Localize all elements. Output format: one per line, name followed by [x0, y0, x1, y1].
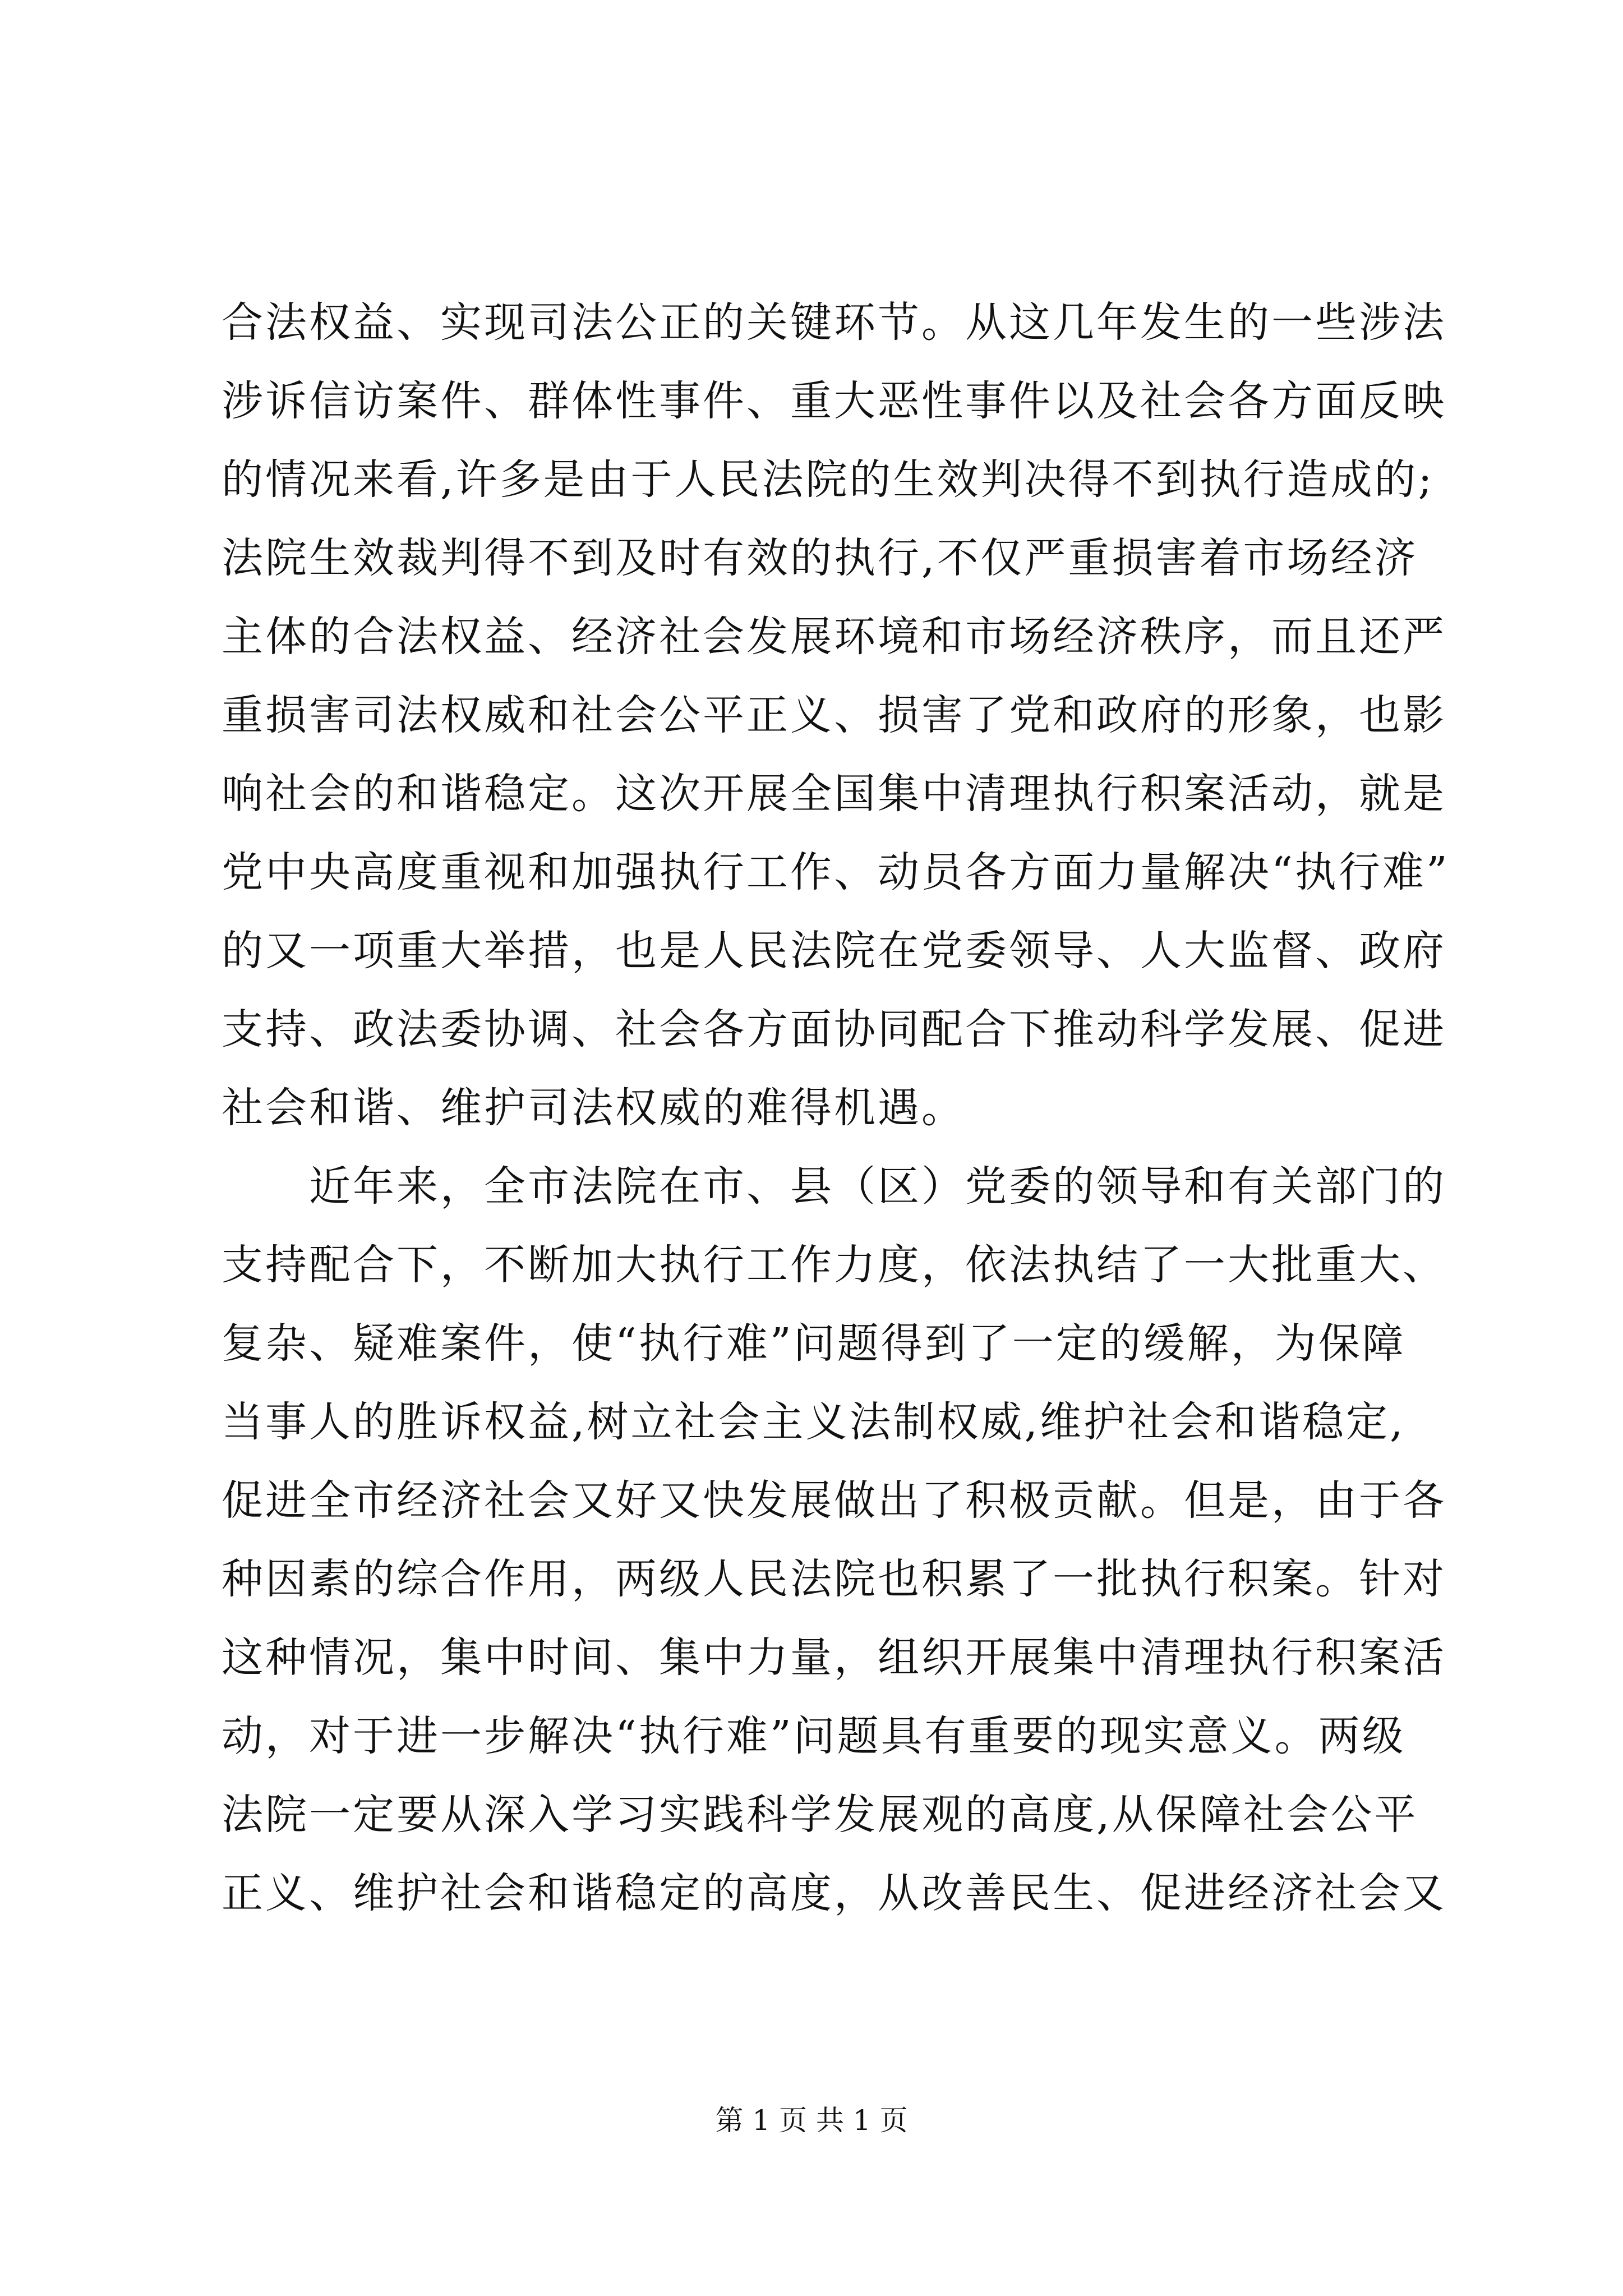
text-line: 正义、维护社会和谐稳定的高度，从改善民生、促进经济社会又	[222, 1869, 1446, 1917]
text-line: 法院一定要从深入学习实践科学发展观的高度,从保障社会公平	[222, 1791, 1418, 1839]
text-line: 社会和谐、维护司法权威的难得机遇。	[222, 1084, 965, 1132]
text-line: 种因素的综合作用，两级人民法院也积累了一批执行积案。针对	[222, 1555, 1446, 1603]
text-line: 复杂、疑难案件，使“执行难”问题得到了一定的缓解，为保障	[222, 1319, 1406, 1368]
text-line: 重损害司法权威和社会公平正义、损害了党和政府的形象，也影	[222, 691, 1446, 739]
text-line: 当事人的胜诉权益,树立社会主义法制权威,维护社会和谐稳定,	[222, 1398, 1405, 1446]
text-line: 涉诉信访案件、群体性事件、重大恶性事件以及社会各方面反映	[222, 377, 1446, 425]
text-line: 支持、政法委协调、社会各方面协同配合下推动科学发展、促进	[222, 1005, 1446, 1053]
text-line: 的又一项重大举措，也是人民法院在党委领导、人大监督、政府	[222, 927, 1446, 975]
text-line: 响社会的和谐稳定。这次开展全国集中清理执行积案活动，就是	[222, 770, 1446, 818]
text-line: 合法权益、实现司法公正的关键环节。从这几年发生的一些涉法	[222, 298, 1446, 347]
body-text	[222, 283, 1450, 1932]
text-line: 这种情况，集中时间、集中力量，组织开展集中清理执行积案活	[222, 1634, 1446, 1682]
paragraph-start-line: 近年来，全市法院在市、县（区）党委的领导和有关部门的	[222, 1162, 1446, 1211]
text-line: 促进全市经济社会又好又快发展做出了积极贡献。但是，由于各	[222, 1476, 1446, 1525]
text-line: 的情况来看,许多是由于人民法院的生效判决得不到执行造成的;	[222, 455, 1435, 504]
page-footer	[0, 2101, 1623, 2140]
text-line: 动，对于进一步解决“执行难”问题具有重要的现实意义。两级	[222, 1712, 1406, 1760]
text-line: 支持配合下，不断加大执行工作力度，依法执结了一大批重大、	[222, 1241, 1446, 1289]
text-line: 党中央高度重视和加强执行工作、动员各方面力量解决“执行难”	[222, 848, 1450, 896]
text-line: 主体的合法权益、经济社会发展环境和市场经济秩序，而且还严	[222, 613, 1446, 661]
text-line: 法院生效裁判得不到及时有效的执行,不仅严重损害着市场经济	[222, 534, 1418, 582]
page-number-label: 第 1 页 共 1 页	[715, 2104, 908, 2137]
